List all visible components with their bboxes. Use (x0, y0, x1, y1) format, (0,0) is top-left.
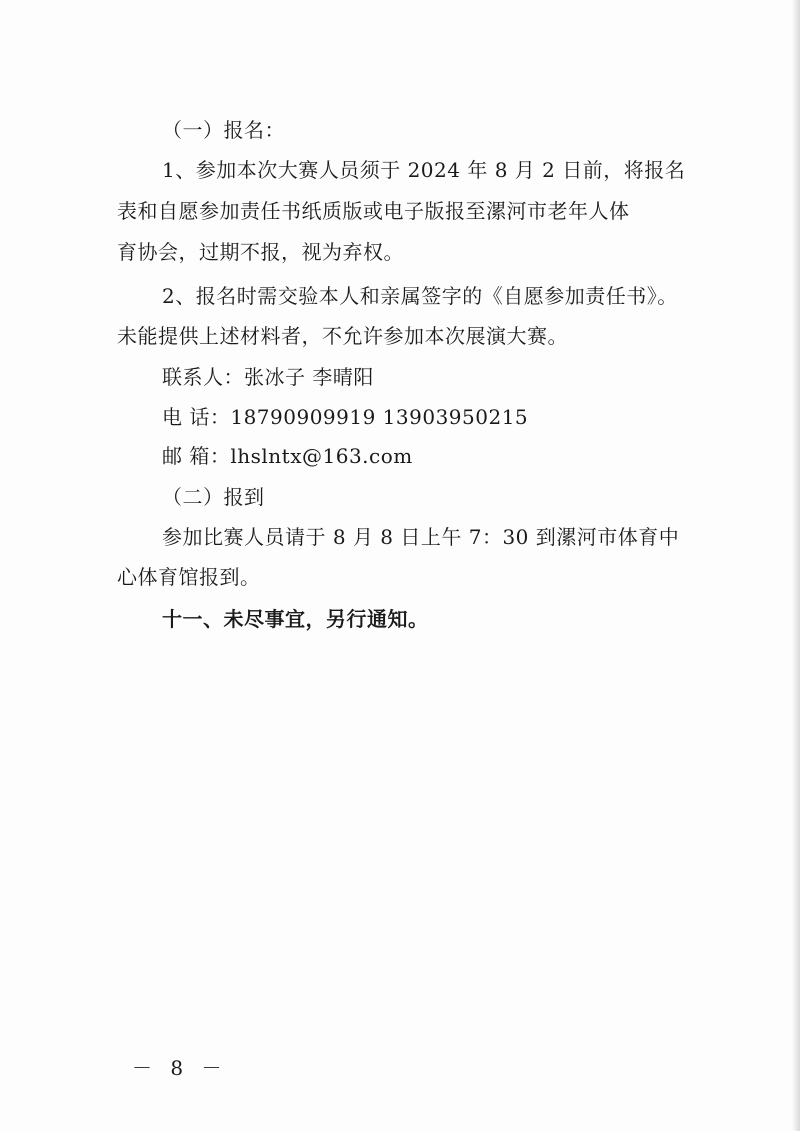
section-heading-registration: （一）报名： (162, 118, 285, 142)
paragraph-line: 育协会，过期不报，视为弃权。 (117, 240, 404, 264)
section-heading-checkin: （二）报到 (162, 485, 265, 509)
section-heading-eleven: 十一、未尽事宜，另行通知。 (162, 607, 429, 631)
paragraph-line: 未能提供上述材料者，不允许参加本次展演大赛。 (117, 324, 568, 348)
page-edge-shadow (792, 0, 800, 1131)
contact-persons: 联系人：张冰子 李晴阳 (162, 365, 374, 389)
paragraph-line: 表和自愿参加责任书纸质版或电子版报至漯河市老年人体 (117, 199, 630, 223)
contact-email: 邮 箱：lhslntx@163.com (162, 444, 413, 468)
paragraph-line: 心体育馆报到。 (117, 565, 261, 589)
page-number: － 8 － (132, 1056, 228, 1080)
paragraph-line: 1、参加本次大赛人员须于 2024 年 8 月 2 日前，将报名 (162, 158, 686, 182)
paragraph-line: 2、报名时需交验本人和亲属签字的《自愿参加责任书》。 (162, 284, 678, 308)
contact-phones: 电 话：18790909919 13903950215 (162, 405, 529, 429)
paragraph-line: 参加比赛人员请于 8 月 8 日上午 7：30 到漯河市体育中 (162, 525, 680, 549)
